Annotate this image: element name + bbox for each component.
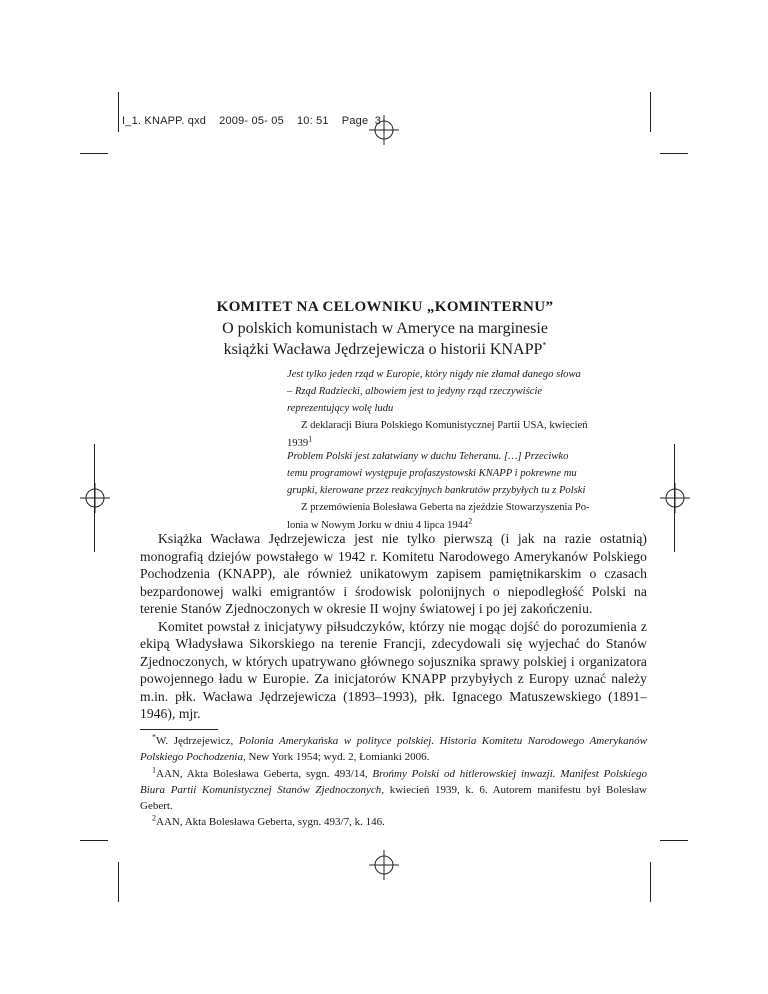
epigraph-1-footnote-marker: 1 (308, 433, 313, 443)
slug-filename: I_1. KNAPP. qxd (122, 115, 207, 127)
registration-mark-top (369, 115, 399, 145)
footnote-title: Polonia Amerykańska w polityce polskiej. Historia Komitetu Narodowego Amerykanów Polskiego Pochodzenia (140, 735, 648, 764)
footnote-marker: 2 (152, 813, 156, 823)
crop-mark (650, 862, 651, 902)
epigraph-2-line: Problem Polski jest załatwiany w duchu Teheranu. […] Przeciwko (287, 451, 569, 462)
footnote (140, 814, 647, 830)
epigraph-1-line: – Rząd Radziecki, albowiem jest to jedyny rząd rzeczywiście (287, 386, 543, 397)
crop-mark (660, 153, 688, 154)
footnote-marker: * (152, 732, 156, 742)
epigraph-2-line: temu programowi występuje profaszystowski KNAPP i pokrewne mu (287, 468, 577, 479)
crop-mark (80, 840, 108, 841)
title-subtitle-text: książki Wacława Jędrzejewicza o historii KNAPP (223, 341, 543, 358)
footnote (140, 733, 647, 766)
epigraph-1-source-text: 1939 (287, 437, 309, 449)
title-subtitle-line1: O polskich komunistach w Ameryce na marginesie (222, 320, 548, 337)
slug-date: 2009- 05- 05 (219, 115, 284, 127)
footnote-marker: 1 (152, 764, 156, 774)
footnotes (140, 733, 647, 831)
crop-mark (118, 92, 119, 132)
footnote-text: AAN, Akta Bolesława Geberta, sygn. 493/7, k. 146. (156, 816, 385, 829)
footnote-text: W. Jędrzejewicz, (156, 735, 239, 747)
body-paragraph: Komitet powstał z inicjatywy piłsudczyków, którzy nie mogąc dojść do porozumienia z ekipą Władysława Sikorskiego na terenie Francji, zdecydowali się wyjechać do Stanów Zjednoczonych, w których upatrywano głównego sojusznika sprawy polskiej i organizatora powojennego ładu w Europie. Za inicjatorów KNAPP przybyłych z Europy uznać należy m.in. płk. Wacława Jędrzejewicza (1893–1993), płk. Ignacego Matuszewskiego (1891–1946), mjr. (140, 618, 647, 721)
registration-mark-right (660, 483, 690, 513)
epigraph-2-footnote-marker: 2 (468, 515, 473, 525)
body-paragraph: Książka Wacława Jędrzejewicza jest nie tylko pierwszą (i jak na razie ostatnią) monografią dziejów powstałego w 1942 r. Komitetu Narodowego Amerykanów Polskiego Pochodzenia (KNAPP), ale również unikatowym zapisem pamiętnikarskim o czasach bezpardonowej walki emigrantów i środowisk polonijnych o niepodległość Polski na terenie Stanów Zjednoczonych w okresie II wojny światowej i po jej zakończeniu. (140, 531, 647, 616)
body-text (140, 530, 647, 723)
epigraph-1-line: Jest tylko jeden rząd w Europie, który nigdy nie złamał danego słowa (287, 369, 581, 380)
epigraph-2-source-line1: Z przemówienia Bolesława Geberta na zjeździe Stowarzyszenia Po- (301, 502, 590, 513)
footnote-title: Brońmy Polski od hitlerowskiej inwazji. Manifest Polskiego Biura Partii Komunistycznej Stanów Zjednoczonych (140, 767, 647, 796)
footnote-text: , New York 1954; wyd. 2, Łomianki 2006. (242, 751, 430, 764)
print-slug (122, 115, 381, 127)
slug-time: 10: 51 (296, 115, 329, 127)
crop-mark (80, 153, 108, 154)
epigraph-2-source-text: lonia w Nowym Jorku w dniu 4 lipca 1944 (287, 519, 469, 531)
crop-mark (118, 862, 119, 902)
epigraph-2-line: grupki, kierowane przez reakcyjnych bankrutów przybyłych tu z Polski (287, 485, 586, 496)
title-footnote-marker: * (542, 340, 547, 350)
footnote (140, 766, 647, 815)
epigraph-2 (287, 448, 645, 534)
footnote-rule (140, 729, 218, 730)
epigraph-1-source-line1: Z deklaracji Biura Polskiego Komunistycznej Partii USA, kwiecień (301, 420, 588, 431)
crop-mark (650, 92, 651, 132)
crop-mark (660, 840, 688, 841)
slug-page: Page 3 (341, 115, 382, 127)
footnote-text: AAN, Akta Bolesława Geberta, sygn. 493/14, (156, 767, 373, 780)
epigraph-1 (287, 366, 645, 452)
footnote-text: , kwiecień 1939, k. 6. Autorem manifestu był Bolesław Gebert. (140, 783, 647, 813)
title-main: KOMITET NA CELOWNIKU „KOMINTERNU” (216, 299, 554, 315)
article-title (140, 296, 630, 360)
title-subtitle-line2 (140, 339, 630, 360)
registration-mark-left (80, 483, 110, 513)
registration-mark-bottom (369, 850, 399, 880)
epigraph-1-line: reprezentujący wolę ludu (287, 403, 394, 414)
